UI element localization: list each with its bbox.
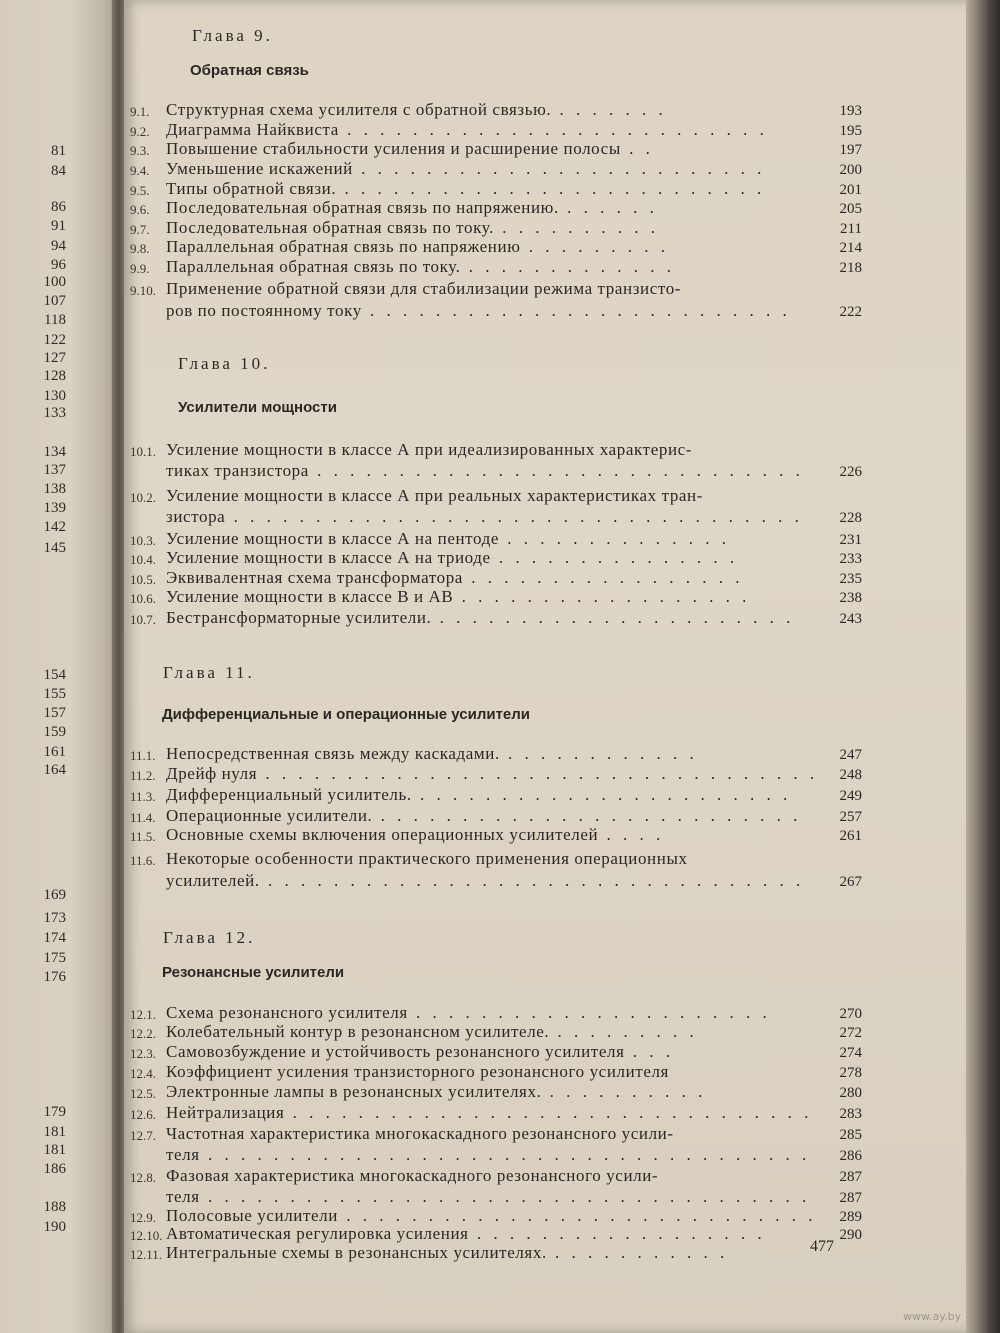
section-title <box>166 507 803 527</box>
page-number: 247 <box>839 747 862 763</box>
left-page-number: 86 <box>51 199 66 215</box>
section-title-text: Усиление мощности в классе А при идеализированных характерис- <box>166 440 693 459</box>
leader-dots: . . . . . . . . . . . . . . . . . . . . . . . . . <box>352 159 766 178</box>
toc-entry[interactable] <box>130 507 862 527</box>
left-page-number: 133 <box>43 405 66 421</box>
left-page-number: 154 <box>43 667 66 683</box>
left-page-numbers <box>0 0 72 1333</box>
toc-entry[interactable] <box>130 486 862 506</box>
section-title <box>166 1082 706 1102</box>
left-page-number: 188 <box>43 1199 66 1215</box>
leader-dots: . . . . . . . . . . . . <box>499 744 698 763</box>
section-number: 9.3. <box>130 143 150 158</box>
page-number: 280 <box>839 1085 862 1101</box>
page-number: 274 <box>839 1045 862 1061</box>
left-page-number: 179 <box>43 1104 66 1120</box>
leader-dots: . . . . . . . . . . . . . . . . . . . . . . . . . . . . . . . . . . . . . <box>199 1187 811 1206</box>
left-page-number: 155 <box>43 686 66 702</box>
left-page-number: 107 <box>43 293 66 309</box>
section-title-text: Последовательная обратная связь по напряжению. <box>166 198 559 217</box>
toc-entry[interactable] <box>130 1003 862 1023</box>
chapter-title: Обратная связь <box>190 62 309 79</box>
leader-dots: . . . . . . . . . . . . . . . . . <box>462 568 744 587</box>
left-page-number: 164 <box>43 762 66 778</box>
left-page-number: 176 <box>43 969 66 985</box>
chapter-heading: Глава 11. <box>163 663 255 682</box>
section-title <box>166 1042 674 1062</box>
page-number: 249 <box>839 788 862 804</box>
page-number: 228 <box>839 510 862 526</box>
section-title <box>166 198 658 218</box>
section-title-text: зистора <box>166 507 226 526</box>
section-title-text: теля <box>166 1187 200 1206</box>
leader-dots: . . . . . . . . . . . . . . . . . . . . . . . . . . . . . . . . . . <box>257 764 819 783</box>
toc-entry[interactable] <box>130 1243 862 1263</box>
section-number: 12.7. <box>130 1128 156 1143</box>
section-title <box>166 764 818 784</box>
section-number: 11.4. <box>130 810 156 825</box>
section-title-text: Усиление мощности в классе А на пентоде <box>166 529 499 548</box>
toc-entry[interactable] <box>130 744 862 764</box>
section-title <box>166 529 730 549</box>
section-title-text: Повышение стабильности усиления и расширение полосы <box>166 139 621 158</box>
leader-dots: . . . . . . . . . . . . . . . . . . . . . . . . . . . . . . . . . . . <box>225 507 803 526</box>
section-title <box>166 218 659 238</box>
section-title <box>166 1187 810 1207</box>
left-page-number: 174 <box>43 930 66 946</box>
section-title-text: Коэффициент усиления транзисторного резонансного усилителя <box>166 1062 669 1081</box>
leader-dots: . . . . . . . . . . . . . . . . . . . . . . . . . . <box>336 179 766 198</box>
section-title-text: Основные схемы включения операционных усилителей <box>166 825 599 844</box>
section-title-text: Дрейф нуля <box>166 764 258 783</box>
toc-entry[interactable] <box>130 279 862 299</box>
section-title-text: Колебательный контур в резонансном усилителе. <box>166 1022 550 1041</box>
chapter-title: Усилители мощности <box>178 399 337 416</box>
toc-entry[interactable] <box>130 1145 862 1165</box>
toc-entry[interactable] <box>130 159 862 179</box>
section-title <box>166 825 664 845</box>
section-title <box>166 301 791 321</box>
toc-entry[interactable] <box>130 1187 862 1207</box>
page-folio: 477 <box>810 1238 834 1255</box>
section-title-text: Усиление мощности в классе А при реальных характеристиках тран- <box>166 486 704 505</box>
section-title <box>166 100 667 120</box>
section-number: 12.4. <box>130 1066 156 1081</box>
left-page-number: 139 <box>43 500 66 516</box>
section-number: 9.10. <box>130 283 156 298</box>
toc-entry[interactable] <box>130 764 862 784</box>
section-number: 9.1. <box>130 104 150 119</box>
section-title-text: Последовательная обратная связь по току. <box>166 218 494 237</box>
toc-entry[interactable] <box>130 100 862 120</box>
page-number: 257 <box>839 809 862 825</box>
page-edge <box>966 0 1000 1333</box>
page-number: 218 <box>839 260 862 276</box>
section-number: 9.2. <box>130 124 150 139</box>
watermark: www.ay.by <box>903 1310 962 1323</box>
page-number: 248 <box>839 767 862 783</box>
chapter-title: Дифференциальные и операционные усилители <box>162 706 531 723</box>
section-title-text: Схема резонансного усилителя <box>166 1003 408 1022</box>
section-title-text: Типы обратной связи. <box>166 179 337 198</box>
page-number: 238 <box>839 590 862 606</box>
toc-entry[interactable] <box>130 785 862 805</box>
section-title-text: Полосовые усилители <box>166 1206 338 1225</box>
section-title <box>166 608 794 628</box>
section-title <box>166 744 698 764</box>
section-title <box>166 139 654 159</box>
section-title <box>166 279 681 299</box>
page-number: 231 <box>839 532 862 548</box>
section-title-text: Применение обратной связи для стабилизации режима транзисто- <box>166 279 682 298</box>
section-number: 12.2. <box>130 1026 156 1041</box>
section-number: 11.6. <box>130 853 156 868</box>
page-number: 287 <box>839 1190 862 1206</box>
section-title-text: Самовозбуждение и устойчивость резонансного усилителя <box>166 1042 625 1061</box>
toc-entry[interactable] <box>130 198 862 218</box>
left-page <box>0 0 118 1333</box>
toc-entry[interactable] <box>130 440 862 460</box>
section-title <box>166 257 675 277</box>
section-number: 9.6. <box>130 202 150 217</box>
toc-entry[interactable] <box>130 257 862 277</box>
left-page-number: 84 <box>51 163 66 179</box>
section-number: 12.8. <box>130 1170 156 1185</box>
toc-entry[interactable] <box>130 461 862 481</box>
leader-dots: . . . . . . . . . . . <box>546 1243 729 1262</box>
left-page-number: 138 <box>43 481 66 497</box>
left-page-number: 94 <box>51 238 66 254</box>
page-number: 211 <box>840 221 862 237</box>
section-title <box>166 1224 766 1244</box>
leader-dots: . . . . . . . . . . . . . . <box>498 529 730 548</box>
section-title <box>166 785 791 805</box>
section-number: 10.4. <box>130 552 156 567</box>
section-number: 9.4. <box>130 163 150 178</box>
left-page-number: 128 <box>43 368 66 384</box>
page-number: 193 <box>839 103 862 119</box>
leader-dots: . . . . . . . . . . . . . . . <box>490 548 739 567</box>
toc-entry[interactable] <box>130 120 862 140</box>
page-number: 235 <box>839 571 862 587</box>
leader-dots: . . . . . . . . . . . . . . . . . . <box>453 587 751 606</box>
section-title-text: Операционные усилители. <box>166 806 373 825</box>
section-title-text: усилителей. <box>166 871 260 890</box>
leader-dots: . . . . . . . . . . . . . . . . . . . . . . . . . . . . . . <box>308 461 804 480</box>
left-page-number: 157 <box>43 705 66 721</box>
page-number: 278 <box>839 1065 862 1081</box>
leader-dots: . . . . . . . . . . . . . . . . . . . . . . <box>407 1003 771 1022</box>
leader-dots: . . . . . . . . . . . . . . . . . . <box>468 1224 766 1243</box>
section-number: 12.11. <box>130 1247 163 1262</box>
toc-entry[interactable] <box>130 1062 862 1082</box>
section-title <box>166 587 750 607</box>
left-page-number: 137 <box>43 462 66 478</box>
section-title <box>166 440 692 460</box>
left-page-number: 118 <box>44 312 66 328</box>
section-title <box>166 1103 812 1123</box>
section-title <box>166 1145 810 1165</box>
toc-entry[interactable] <box>130 806 862 826</box>
section-number: 9.9. <box>130 261 150 276</box>
section-title-text: Усиление мощности в классе В и АВ <box>166 587 454 606</box>
section-number: 11.5. <box>130 829 156 844</box>
section-title <box>166 159 765 179</box>
leader-dots: . . . . . . . . . . . . . . . . . . . . . . . . . . <box>361 301 791 320</box>
section-title <box>166 486 703 506</box>
section-title-text: Параллельная обратная связь по напряжению <box>166 237 521 256</box>
toc-entry[interactable] <box>130 849 862 869</box>
section-number: 12.9. <box>130 1210 156 1225</box>
page-number: 214 <box>839 240 862 256</box>
leader-dots: . . . . . . . . . . . . . <box>460 257 675 276</box>
section-number: 10.7. <box>130 612 156 627</box>
page-number: 200 <box>839 162 862 178</box>
section-number: 12.10. <box>130 1228 163 1243</box>
section-title-text: Параллельная обратная связь по току. <box>166 257 461 276</box>
toc-entry[interactable] <box>130 608 862 628</box>
section-title-text: Автоматическая регулировка усиления <box>166 1224 469 1243</box>
toc-entry[interactable] <box>130 1103 862 1123</box>
toc-entry[interactable] <box>130 871 862 891</box>
section-title <box>166 1003 771 1023</box>
leader-dots: . . . . . . . . . . . . . . . . . . . . . . . . . . <box>338 120 768 139</box>
chapter-heading: Глава 10. <box>178 354 271 373</box>
page-number: 243 <box>839 611 862 627</box>
section-number: 9.7. <box>130 222 150 237</box>
section-title <box>166 1022 698 1042</box>
left-page-number: 145 <box>43 540 66 556</box>
leader-dots: . . . . . . . . . <box>520 237 670 256</box>
toc-entry[interactable] <box>130 529 862 549</box>
leader-dots: . . . . . . . . . . . . . . . . . . . . . . . . . . . . . . . . . . . . . <box>199 1145 811 1164</box>
left-page-number: 186 <box>43 1161 66 1177</box>
leader-dots: . . . . . . . <box>551 100 667 119</box>
leader-dots: . . . . . . . . . . . . . . . . . . . . . . . . . . . . . <box>337 1206 817 1225</box>
section-number: 9.8. <box>130 241 150 256</box>
page-number: 272 <box>839 1025 862 1041</box>
page-number: 290 <box>839 1227 862 1243</box>
toc-entry[interactable] <box>130 1124 862 1144</box>
left-page-number: 130 <box>43 388 66 404</box>
section-title <box>166 461 804 481</box>
left-page-number: 81 <box>51 143 66 159</box>
left-page-number: 173 <box>43 910 66 926</box>
left-page-number: 122 <box>43 332 66 348</box>
section-title-text: Некоторые особенности практического применения операционных <box>166 849 688 868</box>
section-number: 12.6. <box>130 1107 156 1122</box>
page-number: 287 <box>839 1169 862 1185</box>
section-number: 10.3. <box>130 533 156 548</box>
section-title-text: Нейтрализация <box>166 1103 285 1122</box>
toc-entry[interactable] <box>130 1206 862 1226</box>
left-page-number: 134 <box>43 444 66 460</box>
toc-entry[interactable] <box>130 1022 862 1042</box>
section-number: 12.3. <box>130 1046 156 1061</box>
section-title <box>166 120 768 140</box>
leader-dots: . . . . . . . . . . . . . . . . . . . . . . . . . . . . . . . . . <box>259 871 805 890</box>
toc-entry[interactable] <box>130 825 862 845</box>
left-page-number: 175 <box>43 950 66 966</box>
leader-dots: . . . . . . . . . <box>549 1022 698 1041</box>
section-title-text: Уменьшение искажений <box>166 159 353 178</box>
page-number: 205 <box>839 201 862 217</box>
page-number: 197 <box>839 142 862 158</box>
section-title <box>166 806 801 826</box>
left-page-number: 142 <box>43 519 66 535</box>
page-number: 233 <box>839 551 862 567</box>
leader-dots: . . . <box>624 1042 674 1061</box>
page-number: 222 <box>839 304 862 320</box>
toc-entry[interactable] <box>130 1082 862 1102</box>
toc-entry[interactable] <box>130 568 862 588</box>
section-title <box>166 871 804 891</box>
chapter-heading: Глава 12. <box>163 928 256 947</box>
left-page-number: 100 <box>43 274 66 290</box>
page-number: 289 <box>839 1209 862 1225</box>
section-title-text: Непосредственная связь между каскадами. <box>166 744 500 763</box>
section-title <box>166 179 765 199</box>
toc-entry[interactable] <box>130 139 862 159</box>
page-number: 285 <box>839 1127 862 1143</box>
section-title-text: Электронные лампы в резонансных усилителях. <box>166 1082 542 1101</box>
section-number: 11.3. <box>130 789 156 804</box>
section-number: 12.1. <box>130 1007 156 1022</box>
toc-entry[interactable] <box>130 548 862 568</box>
leader-dots: . . . . . . . . . . . . . . . . . . . . . . . <box>411 785 792 804</box>
section-number: 10.5. <box>130 572 156 587</box>
toc-entry[interactable] <box>130 237 862 257</box>
section-title-text: Диаграмма Найквиста <box>166 120 339 139</box>
section-title-text: Усиление мощности в классе А на триоде <box>166 548 491 567</box>
section-title <box>166 1243 728 1263</box>
left-page-number: 181 <box>43 1142 66 1158</box>
section-title <box>166 1124 674 1144</box>
leader-dots: . . . . <box>598 825 665 844</box>
leader-dots: . . . . . . . . . . . . . . . . . . . . . . . . . . <box>372 806 802 825</box>
section-title-text: Бестрансформаторные усилители. <box>166 608 432 627</box>
section-title-text: теля <box>166 1145 200 1164</box>
section-number: 10.2. <box>130 490 156 505</box>
toc-entry[interactable] <box>130 218 862 238</box>
section-number: 10.6. <box>130 591 156 606</box>
section-title-text: Эквивалентная схема трансформатора <box>166 568 463 587</box>
chapter-title: Резонансные усилители <box>162 964 345 981</box>
left-page-number: 96 <box>51 257 66 273</box>
section-title-text: тиках транзистора <box>166 461 309 480</box>
section-title-text: Дифференциальный усилитель. <box>166 785 412 804</box>
section-number: 11.2. <box>130 768 156 783</box>
page-number: 270 <box>839 1006 862 1022</box>
section-number: 11.1. <box>130 748 156 763</box>
section-title <box>166 568 743 588</box>
left-page-number: 127 <box>43 350 66 366</box>
section-title-text: Интегральные схемы в резонансных усилителях. <box>166 1243 547 1262</box>
section-number: 10.1. <box>130 444 156 459</box>
leader-dots: . . . . . . . . . . . . . . . . . . . . . . <box>431 608 795 627</box>
section-number: 12.5. <box>130 1086 156 1101</box>
toc-entry[interactable] <box>130 587 862 607</box>
left-page-number: 161 <box>43 744 66 760</box>
page-number: 267 <box>839 874 862 890</box>
page-number: 195 <box>839 123 862 139</box>
section-title <box>166 1206 816 1226</box>
section-title <box>166 849 688 869</box>
section-title <box>166 1166 658 1186</box>
toc-entry[interactable] <box>130 1224 862 1244</box>
page-number: 226 <box>839 464 862 480</box>
left-page-number: 91 <box>51 218 66 234</box>
section-title-text: Фазовая характеристика многокаскадного резонансного усили- <box>166 1166 659 1185</box>
section-title <box>166 237 669 257</box>
section-number: 9.5. <box>130 183 150 198</box>
left-page-number: 169 <box>43 887 66 903</box>
page-number: 201 <box>839 182 862 198</box>
page-number: 261 <box>839 828 862 844</box>
leader-dots: . . . . . . . . . . . . . . . . . . . . . . . . . . . . . . . . <box>284 1103 813 1122</box>
left-page-number: 181 <box>43 1124 66 1140</box>
left-page-number: 159 <box>43 724 66 740</box>
leader-dots: . . . . . . . . . . <box>493 218 659 237</box>
page-number: 286 <box>839 1148 862 1164</box>
page-number: 283 <box>839 1106 862 1122</box>
toc-entry[interactable] <box>130 1166 862 1186</box>
toc-entry[interactable] <box>130 1042 862 1062</box>
left-page-number: 190 <box>43 1219 66 1235</box>
section-title <box>166 1062 669 1082</box>
leader-dots: . . . . . . <box>558 198 658 217</box>
leader-dots: . . <box>620 139 654 158</box>
section-title-text: Структурная схема усилителя с обратной связью. <box>166 100 552 119</box>
chapter-heading: Глава 9. <box>192 26 273 45</box>
section-title-text: Частотная характеристика многокаскадного резонансного усили- <box>166 1124 674 1143</box>
toc-entry[interactable] <box>130 301 862 321</box>
section-title <box>166 548 738 568</box>
leader-dots: . . . . . . . . . . <box>541 1082 707 1101</box>
section-title-text: ров по постоянному току <box>166 301 362 320</box>
toc-entry[interactable] <box>130 179 862 199</box>
